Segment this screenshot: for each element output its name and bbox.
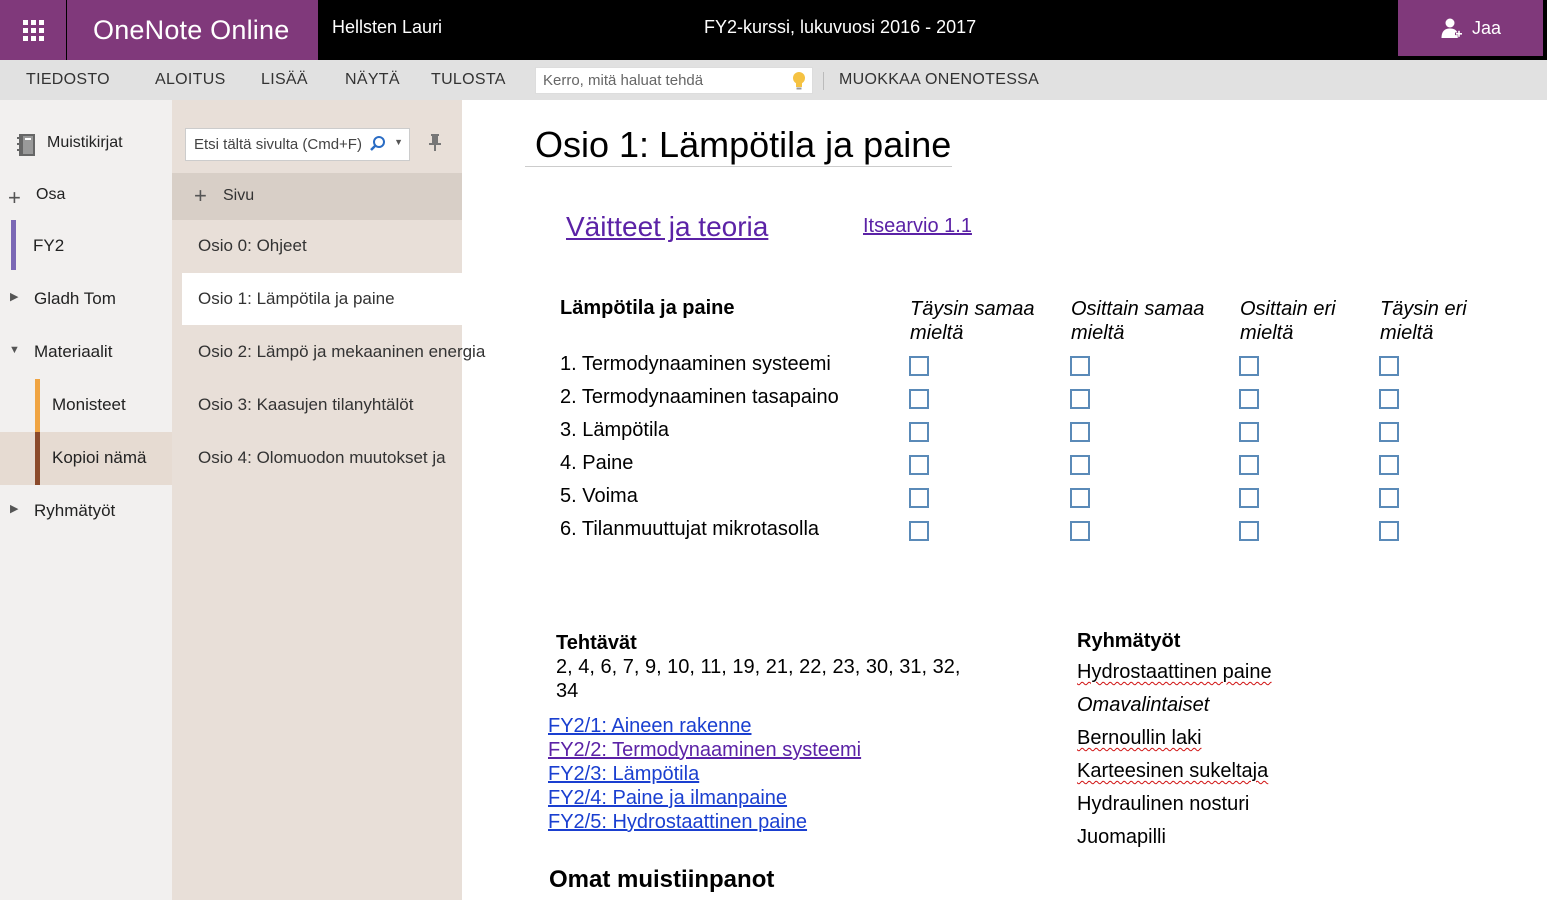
self-eval-link[interactable]: Itsearvio 1.1	[863, 215, 972, 237]
tasks-list: 2, 4, 6, 7, 9, 10, 11, 19, 21, 22, 23, 30, 31, 32,	[556, 656, 961, 678]
rating-checkbox[interactable]	[1239, 488, 1259, 508]
rating-checkbox[interactable]	[1070, 521, 1090, 541]
table-row-label: 3. Lämpötila	[560, 419, 669, 441]
menu-home[interactable]: ALOITUS	[155, 71, 226, 88]
section-color-bar	[35, 432, 40, 485]
section-label: Monisteet	[52, 395, 126, 414]
rating-checkbox[interactable]	[909, 356, 929, 376]
menu-print[interactable]: TULOSTA	[431, 71, 506, 88]
rating-checkbox[interactable]	[1379, 422, 1399, 442]
section-gladh-tom[interactable]	[0, 273, 172, 326]
notebooks-label: Muistikirjat	[47, 134, 123, 151]
rating-checkbox[interactable]	[1070, 422, 1090, 442]
page-title[interactable]: Osio 1: Lämpötila ja paine	[535, 124, 952, 165]
tasks-heading: Tehtävät	[556, 632, 637, 654]
rating-checkbox[interactable]	[1070, 455, 1090, 475]
user-name[interactable]: Hellsten Lauri	[332, 17, 443, 37]
notebook-title[interactable]: FY2-kurssi, lukuvuosi 2016 - 2017	[704, 17, 977, 37]
tell-me-input[interactable]	[535, 67, 813, 94]
rating-checkbox[interactable]	[1379, 488, 1399, 508]
section-label: Gladh Tom	[34, 289, 116, 308]
column-header: Täysin eri mieltä	[1380, 298, 1467, 344]
notebook-icon	[17, 133, 37, 157]
groupwork-item: Hydraulinen nosturi	[1077, 793, 1250, 815]
tell-me-placeholder: Kerro, mitä haluat tehdä	[543, 72, 704, 89]
lightbulb-icon	[792, 71, 806, 91]
menu-file[interactable]: TIEDOSTO	[26, 71, 110, 88]
section-label: Kopioi nämä	[52, 448, 147, 467]
title-underline	[525, 166, 952, 167]
section-color-bar	[11, 220, 16, 270]
page-item[interactable]: Osio 0: Ohjeet	[198, 236, 307, 255]
rating-checkbox[interactable]	[1379, 389, 1399, 409]
add-person-icon	[1440, 16, 1464, 40]
rating-checkbox[interactable]	[909, 521, 929, 541]
table-row-label: 1. Termodynaaminen systeemi	[560, 353, 831, 375]
chevron-down-icon: ▼	[9, 344, 20, 356]
claims-theory-link[interactable]: Väitteet ja teoria	[566, 211, 769, 242]
chevron-right-icon: ▶	[10, 291, 19, 303]
fy2-link[interactable]: FY2/3: Lämpötila	[548, 763, 700, 785]
ribbon-divider	[823, 72, 824, 90]
groupwork-item: Bernoullin laki	[1077, 727, 1202, 749]
fy2-link[interactable]: FY2/1: Aineen rakenne	[548, 715, 752, 737]
section-monisteet[interactable]	[0, 379, 172, 432]
caret-down-icon[interactable]: ▼	[394, 137, 403, 147]
table-row-label: 4. Paine	[560, 452, 634, 474]
rating-checkbox[interactable]	[1070, 389, 1090, 409]
rating-checkbox[interactable]	[1239, 356, 1259, 376]
page-item[interactable]: Osio 4: Olomuodon muutokset ja	[198, 448, 446, 467]
notebooks-button[interactable]	[0, 120, 172, 173]
fy2-link[interactable]: FY2/2: Termodynaaminen systeemi	[548, 739, 862, 761]
rating-checkbox[interactable]	[1239, 521, 1259, 541]
page-item-active[interactable]: Osio 1: Lämpötila ja paine	[182, 273, 462, 325]
rating-checkbox[interactable]	[909, 422, 929, 442]
add-section-button[interactable]	[0, 173, 172, 226]
rating-checkbox[interactable]	[909, 389, 929, 409]
section-color-bar	[35, 379, 40, 432]
tasks-list-cont: 34	[556, 680, 579, 702]
section-label: Ryhmätyöt	[34, 501, 116, 520]
section-label: Materiaalit	[34, 342, 113, 361]
pin-icon[interactable]	[426, 133, 444, 153]
groupwork-item: Hydrostaattinen paine	[1077, 661, 1272, 683]
fy2-link[interactable]: FY2/4: Paine ja ilmanpaine	[548, 787, 788, 809]
column-header: Osittain samaa mieltä	[1071, 298, 1205, 344]
rating-checkbox[interactable]	[1379, 521, 1399, 541]
search-icon[interactable]	[369, 135, 387, 153]
edit-in-onenote-button[interactable]: MUOKKAA ONENOTESSA	[839, 71, 1040, 88]
groupwork-item: Omavalintaiset	[1077, 694, 1210, 716]
fy2-link[interactable]: FY2/5: Hydrostaattinen paine	[548, 811, 808, 833]
table-row-label: 2. Termodynaaminen tasapaino	[560, 386, 839, 408]
groupwork-heading: Ryhmätyöt	[1077, 630, 1181, 652]
plus-icon: +	[194, 183, 207, 208]
rating-checkbox[interactable]	[1239, 455, 1259, 475]
add-page-button[interactable]	[172, 173, 462, 220]
section-group-materiaalit[interactable]	[0, 326, 172, 379]
groupwork-item: Juomapilli	[1077, 826, 1166, 848]
groupwork-item: Karteesinen sukeltaja	[1077, 760, 1269, 782]
rating-checkbox[interactable]	[1379, 356, 1399, 376]
chevron-right-icon: ▶	[10, 503, 19, 515]
rating-checkbox[interactable]	[1379, 455, 1399, 475]
waffle-icon	[23, 20, 44, 41]
page-search-placeholder: Etsi tältä sivulta (Cmd+F)	[194, 136, 362, 153]
page-search-input[interactable]	[185, 128, 410, 161]
rating-checkbox[interactable]	[909, 488, 929, 508]
menu-view[interactable]: NÄYTÄ	[345, 71, 400, 88]
share-label: Jaa	[1471, 17, 1502, 38]
table-row-label: 6. Tilanmuuttujat mikrotasolla	[560, 518, 820, 540]
plus-icon: +	[8, 185, 21, 210]
section-ryhmatyot[interactable]	[0, 485, 172, 538]
page-item[interactable]: Osio 3: Kaasujen tilanyhtälöt	[198, 395, 414, 414]
column-header: Täysin samaa mieltä	[910, 298, 1035, 344]
rating-checkbox[interactable]	[1070, 488, 1090, 508]
add-section-label: Osa	[36, 186, 66, 203]
table-heading: Lämpötila ja paine	[560, 297, 735, 319]
rating-checkbox[interactable]	[1239, 422, 1259, 442]
section-label: FY2	[33, 236, 65, 255]
page-item[interactable]: Osio 2: Lämpö ja mekaaninen energia	[198, 342, 486, 361]
notes-heading: Omat muistiinpanot	[549, 866, 775, 893]
app-launcher-button[interactable]	[0, 0, 66, 60]
app-name[interactable]: OneNote Online	[67, 0, 318, 60]
share-button[interactable]	[1398, 0, 1543, 56]
menu-insert[interactable]: LISÄÄ	[261, 71, 308, 88]
rating-checkbox[interactable]	[1239, 389, 1259, 409]
table-row-label: 5. Voima	[560, 485, 638, 507]
column-header: Osittain eri mieltä	[1240, 298, 1336, 344]
section-kopioi-nama[interactable]	[0, 432, 172, 485]
rating-checkbox[interactable]	[1070, 356, 1090, 376]
rating-checkbox[interactable]	[909, 455, 929, 475]
add-page-label: Sivu	[223, 187, 255, 204]
section-fy2[interactable]	[0, 220, 172, 273]
